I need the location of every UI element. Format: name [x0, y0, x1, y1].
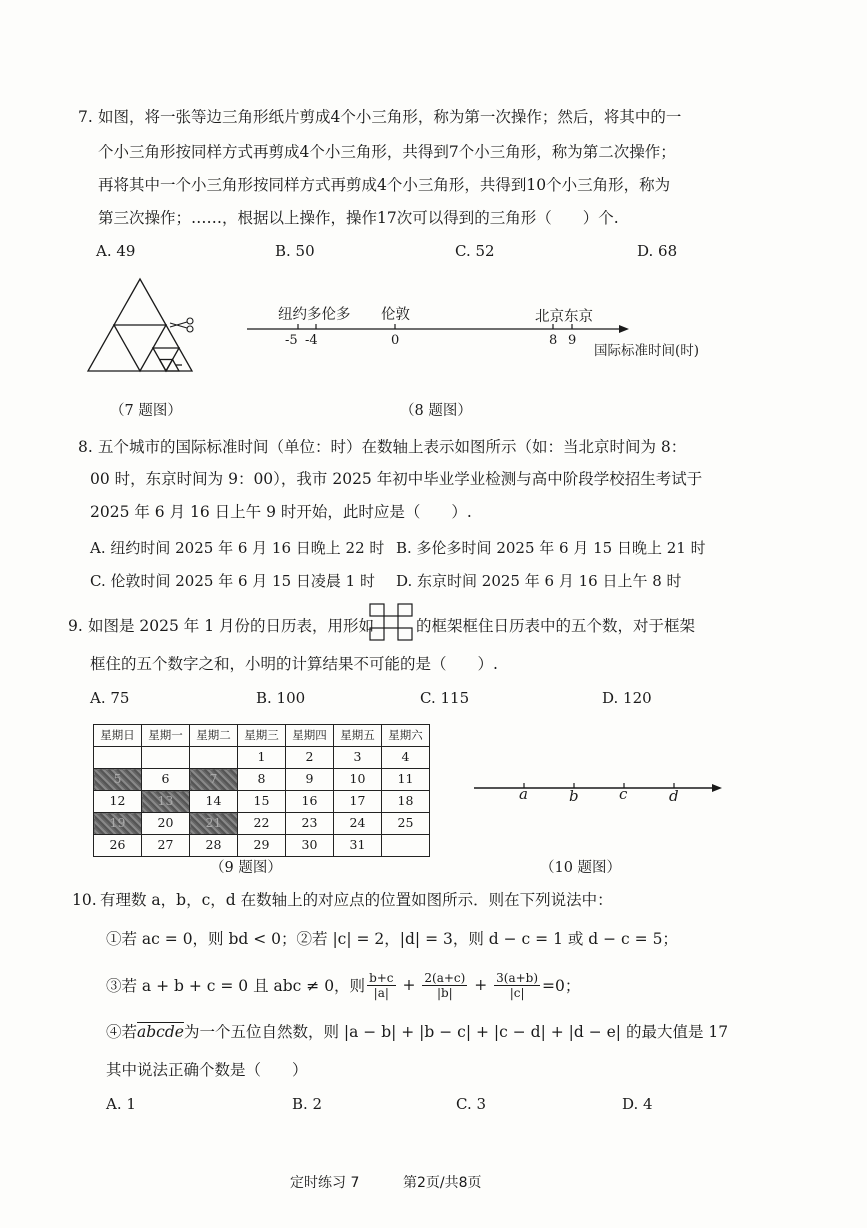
calendar-cell: 1 — [238, 747, 286, 769]
q8-caption: （8 题图） — [400, 403, 472, 419]
q10-number-line — [472, 778, 728, 798]
q10-s4-suffix: 为一个五位自然数，则 |a − b| + |b − c| + |c − d| + |d − e| 的最大值是 17 — [183, 1023, 729, 1041]
q8-tick-0: 0 — [391, 333, 400, 348]
calendar-header-cell: 星期六 — [382, 725, 430, 747]
calendar-cell: 22 — [238, 813, 286, 835]
q10-f2-numerator: 2(a+c) — [424, 970, 466, 985]
calendar-cell: 26 — [94, 835, 142, 857]
calendar-row — [94, 835, 430, 857]
q7-option-d: D. 68 — [637, 242, 678, 260]
calendar-cell — [382, 835, 430, 857]
q10-statement-3: ③若 a + b + c = 0 且 abc ≠ 0，则 $\frac{b+c}{|a|}$ + $\frac{2(a+c)}{|b|}$ + $\frac{3(a+b)}{|c|}$ =0； — [106, 970, 581, 1000]
q8-tick-minus5: -5 — [285, 333, 298, 348]
calendar-row — [94, 791, 430, 813]
q8-option-d: D. 东京时间 2025 年 6 月 16 日上午 8 时 — [396, 572, 682, 590]
q10-f2-denominator: |b| — [436, 985, 453, 1000]
q7-caption: （7 题图） — [110, 403, 182, 419]
calendar-cell-shaded: 7 — [190, 769, 238, 791]
calendar-cell-shaded: 21 — [190, 813, 238, 835]
q10-s4-number: abcde — [137, 1023, 184, 1041]
q8-text-line-1: 五个城市的国际标准时间（单位：时）在数轴上表示如图所示（如：当北京时间为 8： — [98, 438, 687, 456]
calendar-cell: 9 — [286, 769, 334, 791]
q8-label-newyork-toronto: 纽约多伦多 — [278, 307, 351, 323]
q7-text-line-1: 如图，将一张等边三角形纸片剪成4个小三角形，称为第一次操作；然后，将其中的一 — [98, 108, 682, 126]
calendar-cell: 6 — [142, 769, 190, 791]
q8-label-beijing-tokyo: 北京东京 — [535, 309, 593, 325]
q8-text-line-2: 00 时，东京时间为 9：00），我市 2025 年初中毕业学业检测与高中阶段学校招生考试于 — [90, 470, 703, 488]
q10-statement-1-2: ①若 ac = 0，则 bd < 0；②若 |c| = 2，|d| = 3，则 d − c = 1 或 d − c = 5； — [106, 930, 678, 948]
calendar-cell: 25 — [382, 813, 430, 835]
calendar-header-cell: 星期二 — [190, 725, 238, 747]
q10-s3-suffix: =0； — [542, 977, 581, 995]
q10-fraction-2 — [422, 971, 467, 1000]
calendar-row — [94, 769, 430, 791]
footer-exam-name: 定时练习 7 — [290, 1175, 360, 1191]
q7-text-line-2: 个小三角形按同样方式再剪成4个小三角形，共得到7个小三角形，称为第二次操作； — [98, 143, 676, 161]
calendar-cell: 3 — [334, 747, 382, 769]
q8-tick-9: 9 — [568, 333, 577, 348]
q10-f3-denominator: |c| — [509, 985, 525, 1000]
calendar-cell: 27 — [142, 835, 190, 857]
q10-s4-prefix: ④若 — [106, 1023, 138, 1041]
q8-text-line-3: 2025 年 6 月 16 日上午 9 时开始，此时应是（ ）. — [90, 503, 472, 521]
q10-question: 其中说法正确个数是（ ） — [106, 1061, 308, 1079]
q8-tick-8: 8 — [549, 333, 558, 348]
q9-option-c: C. 115 — [420, 689, 470, 707]
q10-point-d: d — [669, 787, 679, 805]
q8-number: 8. — [78, 438, 93, 456]
q8-axis-title: 国际标准时间(时) — [594, 343, 700, 359]
calendar-header-cell: 星期一 — [142, 725, 190, 747]
q10-point-a: a — [519, 785, 528, 803]
q10-point-c: c — [619, 785, 628, 803]
calendar-table — [93, 724, 430, 857]
calendar-cell — [142, 747, 190, 769]
calendar-cell: 16 — [286, 791, 334, 813]
q10-fraction-1 — [367, 971, 395, 1000]
q9-text-line-1b: 的框架框住日历表中的五个数，对于框架 — [416, 617, 696, 635]
calendar-cell-shaded: 13 — [142, 791, 190, 813]
q7-text-line-3: 再将其中一个小三角形按同样方式再剪成4个小三角形，共得到10个小三角形，称为 — [98, 176, 671, 194]
calendar-header-row — [94, 725, 430, 747]
calendar-cell-shaded: 19 — [94, 813, 142, 835]
calendar-cell: 17 — [334, 791, 382, 813]
q10-f3-numerator: 3(a+b) — [496, 970, 539, 985]
q9-caption: （9 题图） — [210, 860, 282, 876]
q9-text-line-2: 框住的五个数字之和，小明的计算结果不可能的是（ ）. — [90, 655, 498, 673]
q9-text-line-1a: 如图是 2025 年 1 月份的日历表，用形如 — [88, 617, 375, 635]
calendar-cell: 4 — [382, 747, 430, 769]
calendar-cell: 23 — [286, 813, 334, 835]
q9-option-a: A. 75 — [90, 689, 130, 707]
calendar-cell: 24 — [334, 813, 382, 835]
q7-text-line-4: 第三次操作；……，根据以上操作，操作17次可以得到的三角形（ ）个. — [98, 209, 619, 227]
calendar-cell: 31 — [334, 835, 382, 857]
calendar-header-cell: 星期五 — [334, 725, 382, 747]
calendar-cell: 18 — [382, 791, 430, 813]
q8-option-a: A. 纽约时间 2025 年 6 月 16 日晚上 22 时 — [90, 539, 385, 557]
calendar-cell — [94, 747, 142, 769]
q7-option-c: C. 52 — [455, 242, 495, 260]
calendar-cell: 30 — [286, 835, 334, 857]
q8-tick-minus4: -4 — [305, 333, 318, 348]
q10-option-b: B. 2 — [292, 1095, 323, 1113]
q8-number-line — [245, 320, 635, 340]
calendar-header-cell: 星期三 — [238, 725, 286, 747]
q9-number: 9. — [68, 617, 83, 635]
q10-fraction-3 — [494, 971, 540, 1000]
q10-option-c: C. 3 — [456, 1095, 487, 1113]
calendar-cell: 2 — [286, 747, 334, 769]
q8-option-b: B. 多伦多时间 2025 年 6 月 15 日晚上 21 时 — [396, 539, 706, 557]
calendar-cell: 11 — [382, 769, 430, 791]
q10-statement-4 — [106, 1025, 728, 1041]
q8-label-london: 伦敦 — [381, 307, 410, 323]
calendar-cell: 14 — [190, 791, 238, 813]
calendar-cell: 12 — [94, 791, 142, 813]
q8-option-c: C. 伦敦时间 2025 年 6 月 15 日凌晨 1 时 — [90, 572, 375, 590]
calendar-cell: 10 — [334, 769, 382, 791]
scissors-icon — [170, 318, 193, 332]
q10-f1-denominator: |a| — [373, 985, 389, 1000]
q10-point-b: b — [569, 787, 579, 805]
q10-s3-prefix: ③若 a + b + c = 0 且 abc ≠ 0，则 — [106, 977, 366, 995]
q9-option-d: D. 120 — [602, 689, 652, 707]
calendar-header-cell: 星期日 — [94, 725, 142, 747]
q9-option-b: B. 100 — [256, 689, 306, 707]
calendar-row — [94, 747, 430, 769]
calendar-cell: 15 — [238, 791, 286, 813]
footer-page-number: 第2页/共8页 — [403, 1175, 482, 1191]
calendar-header-cell: 星期四 — [286, 725, 334, 747]
calendar-row — [94, 813, 430, 835]
calendar-cell: 28 — [190, 835, 238, 857]
calendar-cell: 8 — [238, 769, 286, 791]
cross-frame-icon — [368, 602, 414, 644]
q10-option-d: D. 4 — [622, 1095, 653, 1113]
calendar-cell: 20 — [142, 813, 190, 835]
calendar-cell: 29 — [238, 835, 286, 857]
q7-triangle-figure — [80, 275, 205, 380]
q7-number: 7. — [78, 108, 93, 126]
q10-option-a: A. 1 — [106, 1095, 136, 1113]
calendar-cell — [190, 747, 238, 769]
q7-option-a: A. 49 — [96, 242, 136, 260]
q10-f1-numerator: b+c — [369, 970, 394, 985]
calendar-cell-shaded: 5 — [94, 769, 142, 791]
q10-intro: 有理数 a，b，c，d 在数轴上的对应点的位置如图所示．则在下列说法中： — [100, 891, 613, 909]
q10-number: 10. — [72, 891, 97, 909]
q7-option-b: B. 50 — [275, 242, 315, 260]
q10-caption: （10 题图） — [540, 860, 622, 876]
